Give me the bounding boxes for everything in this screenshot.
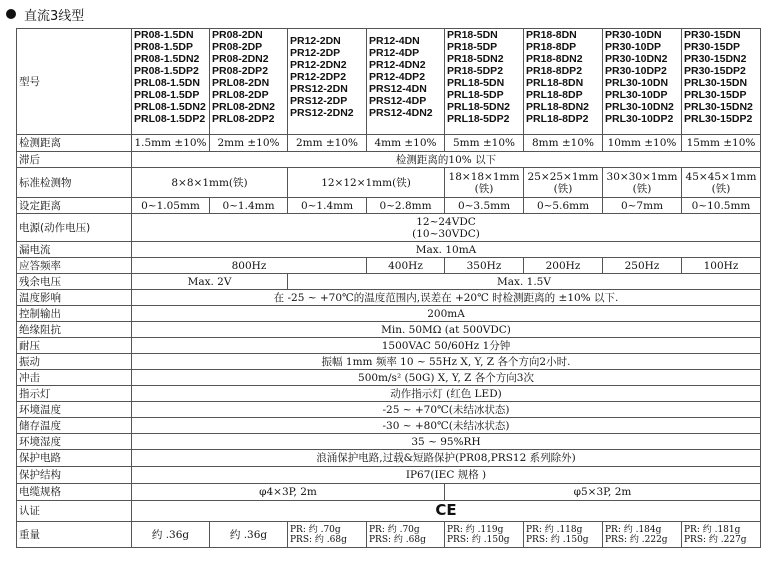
detect-distance-cell: 2mm ±10% [210, 135, 288, 152]
weight-pr: PR: 约 .70g [369, 524, 420, 535]
model-item: PR18-8DN2 [526, 53, 583, 65]
model-cell [367, 29, 445, 135]
model-item: PRL18-5DN [447, 77, 505, 89]
detect-distance-cell: 8mm ±10% [524, 135, 603, 152]
response-d: 200Hz [524, 258, 603, 274]
model-item: PRL08-1.5DN2 [134, 101, 206, 113]
model-item: PR18-5DN2 [447, 53, 504, 65]
std-target-e [603, 168, 682, 198]
label-storage-temp: 储存温度 [17, 418, 132, 434]
model-item: PR18-8DP2 [526, 65, 583, 77]
row-withstand [17, 338, 761, 354]
weight-group [682, 522, 761, 548]
section-title-text: 直流3线型 [24, 8, 85, 24]
row-certification [17, 501, 761, 522]
row-protection-circuit [17, 450, 761, 467]
model-item: PRL18-5DN2 [447, 101, 511, 113]
model-item: PRL08-1.5DP [134, 89, 200, 101]
std-target-f-material: (铁) [711, 182, 731, 195]
label-withstand: 耐压 [17, 338, 132, 354]
detect-distance-cell: 2mm ±10% [288, 135, 367, 152]
model-cell [288, 29, 367, 135]
protection-circuit-value: 浪涌保护电路,过载&短路保护(PR08,PRS12 系列除外) [132, 450, 761, 467]
weight-group [288, 522, 367, 548]
power-range: 12~24VDC [416, 215, 476, 228]
bullet-icon [6, 9, 16, 19]
label-detect-distance: 检测距离 [17, 135, 132, 152]
label-certification: 认证 [17, 501, 132, 522]
model-cell [210, 29, 288, 135]
model-item: PRS12-4DP [369, 95, 427, 107]
detect-distance-cell: 5mm ±10% [445, 135, 524, 152]
row-hysteresis [17, 152, 761, 168]
model-cell [524, 29, 603, 135]
protection-structure-value: IP67(IEC 规格 ) [132, 467, 761, 484]
label-protection-circuit: 保护电路 [17, 450, 132, 467]
shock-value: 500m/s² (50G) X, Y, Z 各个方向3次 [132, 370, 761, 386]
model-item: PRL08-2DN [212, 77, 270, 89]
model-item: PR08-1.5DP [134, 41, 193, 53]
model-item: PRL08-2DP [212, 89, 269, 101]
ce-mark-icon: CE [435, 501, 457, 519]
cable-b: φ5×3P, 2m [445, 484, 761, 501]
weight-prs: PRS: 约 .68g [290, 534, 347, 545]
row-insulation [17, 322, 761, 338]
control-output-value: 200mA [132, 306, 761, 322]
row-control-output [17, 306, 761, 322]
model-item: PR30-15DN2 [684, 53, 747, 65]
model-item: PR12-2DP [290, 47, 341, 59]
set-distance-cell: 0~1.4mm [210, 198, 288, 214]
std-target-a: 8×8×1mm(铁) [132, 168, 288, 198]
model-item: PR12-4DN2 [369, 59, 426, 71]
model-item: PRL08-2DN2 [212, 101, 276, 113]
model-item: PR08-1.5DN [134, 29, 194, 41]
weight-prs: PRS: 约 .150g [526, 534, 589, 545]
label-weight: 重量 [17, 522, 132, 548]
row-set-distance [17, 198, 761, 214]
model-item: PR12-2DP2 [290, 71, 347, 83]
response-e: 250Hz [603, 258, 682, 274]
model-item: PR30-10DP [605, 41, 662, 53]
row-power [17, 214, 761, 242]
model-item: PRL30-10DP2 [605, 113, 674, 125]
weight-pr: PR: 约 .70g [290, 524, 341, 535]
weight-prs: PRS: 约 .227g [684, 534, 747, 545]
storage-temp-value: -30 ~ +80℃(未结冰状态) [132, 418, 761, 434]
label-protection-structure: 保护结构 [17, 467, 132, 484]
response-a: 800Hz [132, 258, 367, 274]
model-item: PR18-5DP [447, 41, 498, 53]
model-item: PRL30-15DP [684, 89, 747, 101]
model-item: PRL08-1.5DN [134, 77, 200, 89]
model-item: PRL08-1.5DP2 [134, 113, 206, 125]
set-distance-cell: 0~1.4mm [288, 198, 367, 214]
indicator-value: 动作指示灯 (红色 LED) [132, 386, 761, 402]
residual-voltage-a: Max. 2V [132, 274, 288, 290]
model-item: PRL30-10DN2 [605, 101, 674, 113]
std-target-c-material: (铁) [474, 182, 494, 195]
weight-prs: PRS: 约 .150g [447, 534, 510, 545]
ambient-temp-value: -25 ~ +70℃(未结冰状态) [132, 402, 761, 418]
std-target-d-size: 25×25×1mm [527, 170, 599, 183]
detect-distance-cell: 15mm ±10% [682, 135, 761, 152]
std-target-e-material: (铁) [632, 182, 652, 195]
response-c: 350Hz [445, 258, 524, 274]
vibration-value: 振幅 1mm 频率 10 ~ 55Hz X, Y, Z 各个方向2小时. [132, 354, 761, 370]
model-item: PR30-10DN [605, 29, 662, 41]
set-distance-cell: 0~3.5mm [445, 198, 524, 214]
row-model [17, 29, 761, 135]
model-item: PR08-2DP2 [212, 65, 269, 77]
weight-prs: PRS: 约 .222g [605, 534, 668, 545]
model-item: PR08-1.5DN2 [134, 53, 200, 65]
weight-b: 约 .36g [210, 522, 288, 548]
model-item: PR08-2DN [212, 29, 263, 41]
std-target-d [524, 168, 603, 198]
model-item: PRL30-15DP2 [684, 113, 753, 125]
weight-group [445, 522, 524, 548]
label-residual-voltage: 残余电压 [17, 274, 132, 290]
weight-a: 约 .36g [132, 522, 210, 548]
power-value [132, 214, 761, 242]
model-item: PRS12-2DN2 [290, 107, 354, 119]
label-temp-effect: 温度影响 [17, 290, 132, 306]
label-insulation: 绝缘阻抗 [17, 322, 132, 338]
model-item: PR12-4DP [369, 47, 420, 59]
model-cell [682, 29, 761, 135]
humidity-value: 35 ~ 95%RH [132, 434, 761, 450]
model-item: PR12-2DN2 [290, 59, 347, 71]
row-std-target [17, 168, 761, 198]
model-item: PR08-1.5DP2 [134, 65, 199, 77]
certification-value [132, 501, 761, 522]
label-set-distance: 设定距离 [17, 198, 132, 214]
model-item: PR18-5DN [447, 29, 498, 41]
weight-pr: PR: 约 .119g [447, 524, 504, 535]
model-cell [445, 29, 524, 135]
weight-group [603, 522, 682, 548]
row-temp-effect [17, 290, 761, 306]
model-item: PR30-10DP2 [605, 65, 667, 77]
model-item: PR30-10DN2 [605, 53, 668, 65]
model-item: PRL18-5DP2 [447, 113, 510, 125]
model-item: PR18-8DN [526, 29, 577, 41]
row-response [17, 258, 761, 274]
row-detect-distance [17, 135, 761, 152]
std-target-c-size: 18×18×1mm [448, 170, 520, 183]
row-vibration [17, 354, 761, 370]
row-weight [17, 522, 761, 548]
row-storage-temp [17, 418, 761, 434]
row-humidity [17, 434, 761, 450]
label-vibration: 振动 [17, 354, 132, 370]
row-leakage [17, 242, 761, 258]
detect-distance-cell: 10mm ±10% [603, 135, 682, 152]
leakage-value: Max. 10mA [132, 242, 761, 258]
weight-group [524, 522, 603, 548]
section-title [6, 4, 84, 24]
cable-a: φ4×3P, 2m [132, 484, 445, 501]
label-std-target: 标准检测物 [17, 168, 132, 198]
set-distance-cell: 0~1.05mm [132, 198, 210, 214]
temp-effect-value: 在 -25 ~ +70℃的温度范围内,误差在 +20℃ 时检测距离的 ±10% 以下. [132, 290, 761, 306]
weight-pr: PR: 约 .181g [684, 524, 741, 535]
model-item: PRL18-8DP [526, 89, 583, 101]
row-protection-structure [17, 467, 761, 484]
model-item: PR12-4DP2 [369, 71, 426, 83]
weight-prs: PRS: 约 .68g [369, 534, 426, 545]
model-item: PRL18-5DP [447, 89, 504, 101]
std-target-b: 12×12×1mm(铁) [288, 168, 445, 198]
set-distance-cell: 0~10.5mm [682, 198, 761, 214]
hysteresis-value: 检测距离的10% 以下 [132, 152, 761, 168]
label-leakage: 漏电流 [17, 242, 132, 258]
weight-group [367, 522, 445, 548]
model-item: PR12-2DN [290, 35, 341, 47]
withstand-value: 1500VAC 50/60Hz 1分钟 [132, 338, 761, 354]
model-item: PR12-4DN [369, 35, 420, 47]
label-humidity: 环境湿度 [17, 434, 132, 450]
model-item: PRS12-2DN [290, 83, 348, 95]
label-ambient-temp: 环境温度 [17, 402, 132, 418]
set-distance-cell: 0~2.8mm [367, 198, 445, 214]
std-target-f-size: 45×45×1mm [685, 170, 757, 183]
detect-distance-cell: 1.5mm ±10% [132, 135, 210, 152]
response-b: 400Hz [367, 258, 445, 274]
set-distance-cell: 0~7mm [603, 198, 682, 214]
model-item: PR30-15DP [684, 41, 741, 53]
model-item: PRS12-4DN [369, 83, 427, 95]
power-operating-range: (10~30VDC) [412, 227, 480, 240]
row-ambient-temp [17, 402, 761, 418]
row-indicator [17, 386, 761, 402]
weight-pr: PR: 约 .184g [605, 524, 662, 535]
row-residual-voltage [17, 274, 761, 290]
model-cell [603, 29, 682, 135]
label-power: 电源(动作电压) [17, 214, 132, 242]
label-control-output: 控制输出 [17, 306, 132, 322]
model-item: PR30-15DN [684, 29, 741, 41]
spec-table [16, 28, 761, 548]
insulation-value: Min. 50MΩ (at 500VDC) [132, 322, 761, 338]
model-item: PR18-8DP [526, 41, 577, 53]
row-shock [17, 370, 761, 386]
response-f: 100Hz [682, 258, 761, 274]
model-item: PR08-2DP [212, 41, 263, 53]
model-item: PRL30-10DN [605, 77, 669, 89]
weight-pr: PR: 约 .118g [526, 524, 583, 535]
std-target-e-size: 30×30×1mm [606, 170, 678, 183]
std-target-f [682, 168, 761, 198]
model-item: PR18-5DP2 [447, 65, 504, 77]
model-item: PR08-2DN2 [212, 53, 269, 65]
model-item: PRS12-4DN2 [369, 107, 433, 119]
label-hysteresis: 滞后 [17, 152, 132, 168]
model-item: PRL18-8DN2 [526, 101, 590, 113]
label-shock: 冲击 [17, 370, 132, 386]
model-item: PR30-15DP2 [684, 65, 746, 77]
label-response: 应答频率 [17, 258, 132, 274]
row-cable [17, 484, 761, 501]
model-item: PRL30-10DP [605, 89, 668, 101]
label-indicator: 指示灯 [17, 386, 132, 402]
model-item: PRL08-2DP2 [212, 113, 275, 125]
label-cable: 电缆规格 [17, 484, 132, 501]
model-item: PRL30-15DN [684, 77, 748, 89]
detect-distance-cell: 4mm ±10% [367, 135, 445, 152]
residual-voltage-b: Max. 1.5V [288, 274, 761, 290]
label-model: 型号 [17, 29, 132, 135]
model-item: PRS12-2DP [290, 95, 348, 107]
std-target-d-material: (铁) [553, 182, 573, 195]
model-item: PRL18-8DP2 [526, 113, 589, 125]
model-cell [132, 29, 210, 135]
std-target-c [445, 168, 524, 198]
set-distance-cell: 0~5.6mm [524, 198, 603, 214]
model-item: PRL30-15DN2 [684, 101, 753, 113]
model-item: PRL18-8DN [526, 77, 584, 89]
